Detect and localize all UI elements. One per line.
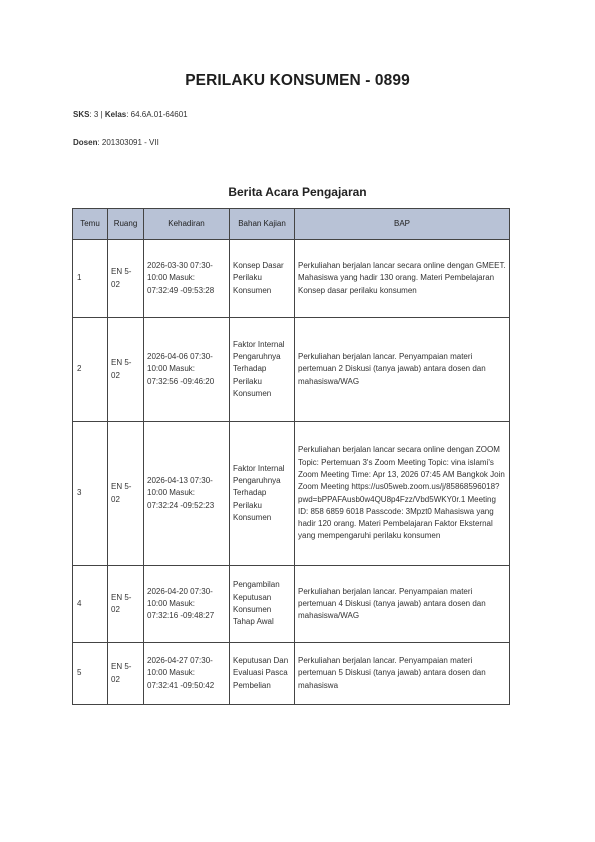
table-row bbox=[73, 318, 510, 422]
cell-bahan-kajian: Konsep Dasar Perilaku Konsumen bbox=[230, 240, 295, 318]
cell-kehadiran: 2026-04-27 07:30-10:00 Masuk: 07:32:41 -09:50:42 bbox=[144, 643, 230, 705]
cell-bahan-kajian: Faktor Internal Pengaruhnya Terhadap Perilaku Konsumen bbox=[230, 318, 295, 422]
cell-ruang: EN 5-02 bbox=[108, 240, 144, 318]
cell-bap: Perkuliahan berjalan lancar. Penyampaian materi pertemuan 5 Diskusi (tanya jawab) antara dosen dan mahasiswa bbox=[295, 643, 510, 705]
table-row bbox=[73, 240, 510, 318]
sks-value: : 3 | bbox=[89, 110, 105, 119]
cell-temu: 4 bbox=[73, 566, 108, 643]
dosen-label: Dosen bbox=[73, 138, 98, 147]
cell-kehadiran: 2026-03-30 07:30-10:00 Masuk: 07:32:49 -09:53:28 bbox=[144, 240, 230, 318]
section-title: Berita Acara Pengajaran bbox=[228, 185, 367, 199]
dosen-value: : 201303091 - VII bbox=[97, 138, 159, 147]
cell-bap: Perkuliahan berjalan lancar secara online dengan ZOOM Topic: Pertemuan 3's Zoom Meeting Topic: vina islami's Zoom Meeting Time: Apr 13, 2026 07:45 AM Bangkok Join Zoom Meeting https://us05web.zoom.us/j/85868596018?pwd=bPPAFAusb0w4QU8p4Fzz/Vbd5WKY0r.1 Meeting ID: 858 6859 6018 Passcode: 3Mpzt0 Mahasiswa yang hadir 120 orang. Materi Pembelajaran Faktor Eksternal yang mempengaruhi perilaku konsumen bbox=[295, 422, 510, 566]
cell-temu: 2 bbox=[73, 318, 108, 422]
teaching-report-table bbox=[72, 208, 510, 705]
table-row bbox=[73, 422, 510, 566]
cell-kehadiran: 2026-04-20 07:30-10:00 Masuk: 07:32:16 -09:48:27 bbox=[144, 566, 230, 643]
lecturer-meta bbox=[73, 138, 159, 147]
table-row bbox=[73, 566, 510, 643]
header-kehadiran: Kehadiran bbox=[144, 209, 230, 240]
cell-kehadiran: 2026-04-13 07:30-10:00 Masuk: 07:32:24 -09:52:23 bbox=[144, 422, 230, 566]
cell-kehadiran: 2026-04-06 07:30-10:00 Masuk: 07:32:56 -09:46:20 bbox=[144, 318, 230, 422]
course-meta bbox=[73, 110, 188, 119]
cell-bahan-kajian: Pengambilan Keputusan Konsumen Tahap Awal bbox=[230, 566, 295, 643]
header-bap: BAP bbox=[295, 209, 510, 240]
header-ruang: Ruang bbox=[108, 209, 144, 240]
kelas-value: : 64.6A.01-64601 bbox=[126, 110, 188, 119]
cell-bahan-kajian: Keputusan Dan Evaluasi Pasca Pembelian bbox=[230, 643, 295, 705]
cell-bap: Perkuliahan berjalan lancar. Penyampaian materi pertemuan 2 Diskusi (tanya jawab) antara dosen dan mahasiswa/WAG bbox=[295, 318, 510, 422]
kelas-label: Kelas bbox=[104, 110, 127, 119]
header-temu: Temu bbox=[73, 209, 108, 240]
table-header-row bbox=[73, 209, 510, 240]
cell-bahan-kajian: Faktor Internal Pengaruhnya Terhadap Perilaku Konsumen bbox=[230, 422, 295, 566]
header-bahan-kajian: Bahan Kajian bbox=[230, 209, 295, 240]
cell-temu: 5 bbox=[73, 643, 108, 705]
cell-ruang: EN 5-02 bbox=[108, 422, 144, 566]
cell-bap: Perkuliahan berjalan lancar. Penyampaian materi pertemuan 4 Diskusi (tanya jawab) antara dosen dan mahasiswa/WAG bbox=[295, 566, 510, 643]
cell-ruang: EN 5-02 bbox=[108, 318, 144, 422]
cell-temu: 1 bbox=[73, 240, 108, 318]
cell-ruang: EN 5-02 bbox=[108, 566, 144, 643]
page-title: PERILAKU KONSUMEN - 0899 bbox=[185, 72, 410, 89]
cell-ruang: EN 5-02 bbox=[108, 643, 144, 705]
cell-temu: 3 bbox=[73, 422, 108, 566]
sks-label: SKS bbox=[73, 110, 90, 119]
cell-bap: Perkuliahan berjalan lancar secara online dengan GMEET. Mahasiswa yang hadir 130 orang. Materi Pembelajaran Konsep dasar perilaku konsumen bbox=[295, 240, 510, 318]
table-row bbox=[73, 643, 510, 705]
